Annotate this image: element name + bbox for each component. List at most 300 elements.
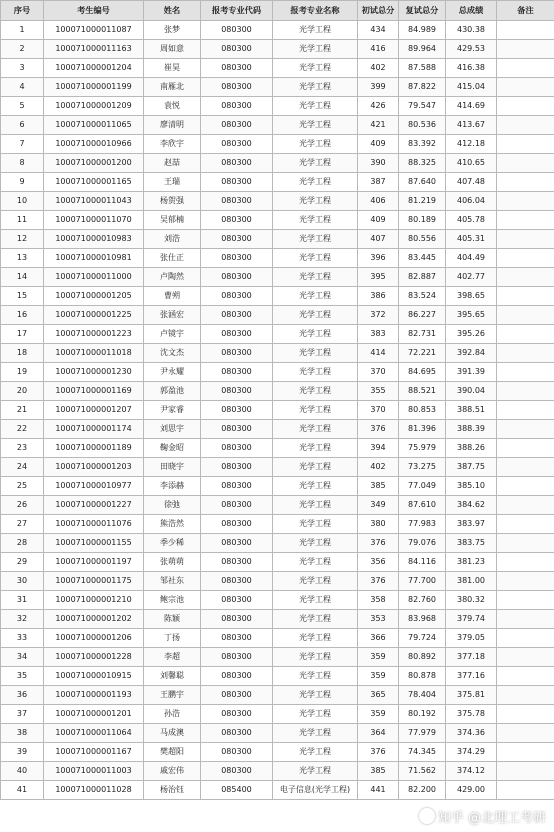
cell-index: 25 [1,477,44,496]
cell-remarks [497,420,554,439]
cell-remarks [497,325,554,344]
cell-index: 41 [1,781,44,800]
header-major-code: 报考专业代码 [201,1,273,21]
cell-initial-score: 402 [358,59,399,78]
cell-major-name: 光学工程 [273,591,358,610]
cell-remarks [497,78,554,97]
cell-index: 10 [1,192,44,211]
cell-major-code: 080300 [201,667,273,686]
cell-major-code: 080300 [201,496,273,515]
cell-index: 21 [1,401,44,420]
table-row [1,401,554,420]
cell-name: 王鹏宇 [144,686,201,705]
table-row [1,667,554,686]
table-row [1,268,554,287]
cell-candidate-id: 100071000011028 [44,781,144,800]
cell-initial-score: 409 [358,135,399,154]
cell-candidate-id: 100071000011003 [44,762,144,781]
cell-major-code: 080300 [201,325,273,344]
cell-index: 37 [1,705,44,724]
cell-major-name: 光学工程 [273,78,358,97]
cell-candidate-id: 100071000001169 [44,382,144,401]
table-row [1,249,554,268]
cell-initial-score: 383 [358,325,399,344]
cell-retest-score: 84.116 [399,553,446,572]
cell-retest-score: 72.221 [399,344,446,363]
cell-remarks [497,553,554,572]
cell-initial-score: 376 [358,743,399,762]
table-row [1,97,554,116]
cell-major-name: 光学工程 [273,496,358,515]
cell-initial-score: 380 [358,515,399,534]
cell-major-code: 080300 [201,629,273,648]
cell-remarks [497,591,554,610]
cell-remarks [497,515,554,534]
cell-candidate-id: 100071000011018 [44,344,144,363]
cell-major-code: 080300 [201,477,273,496]
cell-major-name: 光学工程 [273,686,358,705]
cell-total-score: 383.75 [446,534,497,553]
watermark [419,807,546,826]
cell-index: 15 [1,287,44,306]
cell-index: 39 [1,743,44,762]
cell-remarks [497,97,554,116]
cell-initial-score: 372 [358,306,399,325]
table-row [1,553,554,572]
cell-index: 34 [1,648,44,667]
cell-retest-score: 88.521 [399,382,446,401]
cell-initial-score: 426 [358,97,399,116]
table-row [1,154,554,173]
header-total-score: 总成绩 [446,1,497,21]
cell-name: 陈颖 [144,610,201,629]
cell-initial-score: 402 [358,458,399,477]
cell-total-score: 374.29 [446,743,497,762]
cell-remarks [497,382,554,401]
cell-major-name: 光学工程 [273,249,358,268]
table-row [1,287,554,306]
cell-initial-score: 407 [358,230,399,249]
cell-major-code: 080300 [201,78,273,97]
cell-index: 2 [1,40,44,59]
cell-candidate-id: 100071000011000 [44,268,144,287]
cell-initial-score: 359 [358,648,399,667]
cell-candidate-id: 100071000001225 [44,306,144,325]
cell-retest-score: 83.445 [399,249,446,268]
table-row [1,420,554,439]
cell-index: 35 [1,667,44,686]
cell-major-name: 光学工程 [273,344,358,363]
cell-retest-score: 77.983 [399,515,446,534]
cell-total-score: 379.74 [446,610,497,629]
cell-retest-score: 80.878 [399,667,446,686]
cell-major-name: 光学工程 [273,439,358,458]
cell-index: 22 [1,420,44,439]
cell-remarks [497,648,554,667]
cell-major-code: 080300 [201,762,273,781]
cell-remarks [497,230,554,249]
cell-candidate-id: 100071000011163 [44,40,144,59]
cell-total-score: 390.04 [446,382,497,401]
table-row [1,382,554,401]
cell-retest-score: 83.392 [399,135,446,154]
cell-index: 12 [1,230,44,249]
cell-total-score: 377.18 [446,648,497,667]
cell-initial-score: 385 [358,477,399,496]
cell-major-name: 光学工程 [273,629,358,648]
cell-name: 张涵宏 [144,306,201,325]
cell-name: 曹朔 [144,287,201,306]
cell-index: 30 [1,572,44,591]
cell-initial-score: 370 [358,363,399,382]
cell-remarks [497,135,554,154]
cell-name: 季少稀 [144,534,201,553]
cell-candidate-id: 100071000010977 [44,477,144,496]
cell-retest-score: 79.547 [399,97,446,116]
cell-major-code: 080300 [201,534,273,553]
cell-index: 8 [1,154,44,173]
cell-name: 李欣宇 [144,135,201,154]
cell-retest-score: 77.049 [399,477,446,496]
cell-initial-score: 376 [358,572,399,591]
cell-name: 张萌萌 [144,553,201,572]
cell-total-score: 381.23 [446,553,497,572]
cell-remarks [497,287,554,306]
cell-name: 郭盈池 [144,382,201,401]
table-row [1,363,554,382]
cell-candidate-id: 100071000001206 [44,629,144,648]
cell-major-code: 080300 [201,40,273,59]
cell-initial-score: 394 [358,439,399,458]
cell-candidate-id: 100071000011043 [44,192,144,211]
cell-total-score: 402.77 [446,268,497,287]
cell-index: 17 [1,325,44,344]
cell-retest-score: 78.404 [399,686,446,705]
table-row [1,306,554,325]
cell-major-code: 080300 [201,363,273,382]
cell-retest-score: 81.219 [399,192,446,211]
cell-initial-score: 396 [358,249,399,268]
table-row [1,743,554,762]
cell-major-code: 080300 [201,743,273,762]
cell-major-code: 080300 [201,59,273,78]
cell-name: 杨治钰 [144,781,201,800]
cell-name: 沈文杰 [144,344,201,363]
cell-retest-score: 88.325 [399,154,446,173]
cell-major-name: 光学工程 [273,230,358,249]
table-row [1,591,554,610]
cell-name: 吴郁楠 [144,211,201,230]
table-row [1,135,554,154]
cell-total-score: 388.39 [446,420,497,439]
table-row [1,211,554,230]
cell-name: 南雁北 [144,78,201,97]
cell-name: 李超 [144,648,201,667]
cell-remarks [497,173,554,192]
cell-name: 丁扬 [144,629,201,648]
cell-major-code: 080300 [201,572,273,591]
cell-major-name: 光学工程 [273,705,358,724]
cell-initial-score: 414 [358,344,399,363]
cell-major-code: 080300 [201,724,273,743]
cell-remarks [497,401,554,420]
cell-initial-score: 364 [358,724,399,743]
cell-major-name: 光学工程 [273,59,358,78]
cell-major-code: 080300 [201,173,273,192]
cell-major-name: 光学工程 [273,610,358,629]
cell-major-name: 光学工程 [273,325,358,344]
table-row [1,515,554,534]
cell-index: 11 [1,211,44,230]
cell-remarks [497,534,554,553]
cell-major-name: 光学工程 [273,192,358,211]
cell-name: 徐弛 [144,496,201,515]
cell-candidate-id: 100071000001205 [44,287,144,306]
cell-initial-score: 385 [358,762,399,781]
cell-remarks [497,154,554,173]
cell-candidate-id: 100071000001174 [44,420,144,439]
cell-major-code: 085400 [201,781,273,800]
cell-retest-score: 82.887 [399,268,446,287]
cell-major-code: 080300 [201,401,273,420]
cell-total-score: 392.84 [446,344,497,363]
cell-retest-score: 82.760 [399,591,446,610]
cell-major-code: 080300 [201,591,273,610]
cell-initial-score: 421 [358,116,399,135]
cell-remarks [497,306,554,325]
cell-total-score: 405.78 [446,211,497,230]
cell-candidate-id: 100071000001189 [44,439,144,458]
cell-major-name: 光学工程 [273,135,358,154]
cell-index: 20 [1,382,44,401]
cell-candidate-id: 100071000001228 [44,648,144,667]
cell-index: 5 [1,97,44,116]
cell-retest-score: 71.562 [399,762,446,781]
cell-retest-score: 87.640 [399,173,446,192]
cell-candidate-id: 100071000011064 [44,724,144,743]
cell-major-code: 080300 [201,515,273,534]
cell-name: 廖清明 [144,116,201,135]
cell-total-score: 380.32 [446,591,497,610]
cell-major-name: 光学工程 [273,515,358,534]
table-row [1,648,554,667]
cell-index: 3 [1,59,44,78]
cell-index: 31 [1,591,44,610]
cell-initial-score: 356 [358,553,399,572]
cell-major-name: 光学工程 [273,268,358,287]
table-row [1,705,554,724]
cell-major-name: 光学工程 [273,762,358,781]
header-candidate-id: 考生编号 [44,1,144,21]
cell-remarks [497,477,554,496]
cell-name: 刘思宇 [144,420,201,439]
cell-index: 7 [1,135,44,154]
cell-retest-score: 82.731 [399,325,446,344]
cell-remarks [497,610,554,629]
cell-retest-score: 73.275 [399,458,446,477]
cell-major-code: 080300 [201,458,273,477]
table-row [1,534,554,553]
cell-index: 13 [1,249,44,268]
cell-major-name: 光学工程 [273,21,358,40]
cell-remarks [497,572,554,591]
cell-index: 14 [1,268,44,287]
cell-total-score: 384.62 [446,496,497,515]
header-major-name: 报考专业名称 [273,1,358,21]
cell-retest-score: 80.892 [399,648,446,667]
cell-candidate-id: 100071000001175 [44,572,144,591]
cell-candidate-id: 100071000011070 [44,211,144,230]
cell-remarks [497,781,554,800]
cell-name: 尹家睿 [144,401,201,420]
cell-remarks [497,21,554,40]
cell-remarks [497,192,554,211]
cell-major-code: 080300 [201,287,273,306]
cell-major-code: 080300 [201,439,273,458]
table-header-row [1,1,554,21]
cell-total-score: 379.05 [446,629,497,648]
header-name: 姓名 [144,1,201,21]
cell-retest-score: 87.610 [399,496,446,515]
cell-major-name: 光学工程 [273,382,358,401]
cell-candidate-id: 100071000001210 [44,591,144,610]
cell-major-code: 080300 [201,705,273,724]
cell-retest-score: 89.964 [399,40,446,59]
cell-initial-score: 349 [358,496,399,515]
cell-candidate-id: 100071000011087 [44,21,144,40]
cell-name: 刘浩 [144,230,201,249]
cell-name: 袁悦 [144,97,201,116]
cell-initial-score: 406 [358,192,399,211]
cell-retest-score: 77.979 [399,724,446,743]
cell-candidate-id: 100071000011065 [44,116,144,135]
cell-total-score: 430.38 [446,21,497,40]
cell-remarks [497,363,554,382]
cell-major-name: 光学工程 [273,173,358,192]
cell-candidate-id: 100071000001207 [44,401,144,420]
cell-retest-score: 79.724 [399,629,446,648]
cell-retest-score: 80.192 [399,705,446,724]
table-row [1,116,554,135]
cell-major-name: 光学工程 [273,97,358,116]
cell-candidate-id: 100071000001201 [44,705,144,724]
cell-retest-score: 87.588 [399,59,446,78]
cell-retest-score: 87.822 [399,78,446,97]
cell-initial-score: 365 [358,686,399,705]
cell-name: 邹社东 [144,572,201,591]
cell-remarks [497,59,554,78]
cell-index: 28 [1,534,44,553]
cell-total-score: 398.65 [446,287,497,306]
table-row [1,724,554,743]
cell-total-score: 412.18 [446,135,497,154]
cell-major-name: 光学工程 [273,648,358,667]
cell-candidate-id: 100071000001155 [44,534,144,553]
cell-index: 1 [1,21,44,40]
table-row [1,572,554,591]
cell-initial-score: 399 [358,78,399,97]
cell-total-score: 383.97 [446,515,497,534]
cell-major-name: 光学工程 [273,724,358,743]
cell-major-code: 080300 [201,420,273,439]
cell-initial-score: 387 [358,173,399,192]
cell-initial-score: 359 [358,667,399,686]
cell-remarks [497,496,554,515]
cell-total-score: 391.39 [446,363,497,382]
cell-retest-score: 83.524 [399,287,446,306]
cell-initial-score: 390 [358,154,399,173]
cell-remarks [497,667,554,686]
cell-retest-score: 80.556 [399,230,446,249]
header-index: 序号 [1,1,44,21]
header-initial-score: 初试总分 [358,1,399,21]
cell-retest-score: 80.853 [399,401,446,420]
cell-major-code: 080300 [201,211,273,230]
cell-candidate-id: 100071000001203 [44,458,144,477]
table-row [1,21,554,40]
cell-remarks [497,458,554,477]
zhihu-logo-icon [419,808,435,824]
cell-index: 33 [1,629,44,648]
cell-candidate-id: 100071000001209 [44,97,144,116]
cell-total-score: 381.00 [446,572,497,591]
cell-initial-score: 434 [358,21,399,40]
cell-index: 24 [1,458,44,477]
cell-major-code: 080300 [201,686,273,705]
cell-remarks [497,629,554,648]
table-row [1,230,554,249]
cell-major-code: 080300 [201,135,273,154]
cell-candidate-id: 100071000001165 [44,173,144,192]
cell-total-score: 404.49 [446,249,497,268]
cell-total-score: 375.78 [446,705,497,724]
cell-index: 32 [1,610,44,629]
cell-retest-score: 79.076 [399,534,446,553]
cell-remarks [497,724,554,743]
cell-initial-score: 370 [358,401,399,420]
cell-remarks [497,40,554,59]
cell-total-score: 374.12 [446,762,497,781]
cell-initial-score: 366 [358,629,399,648]
cell-initial-score: 358 [358,591,399,610]
cell-major-name: 光学工程 [273,154,358,173]
table-row [1,40,554,59]
cell-name: 熊浩然 [144,515,201,534]
cell-retest-score: 75.979 [399,439,446,458]
cell-remarks [497,705,554,724]
cell-candidate-id: 100071000001230 [44,363,144,382]
cell-total-score: 385.10 [446,477,497,496]
cell-name: 马成澳 [144,724,201,743]
cell-initial-score: 355 [358,382,399,401]
cell-retest-score: 84.989 [399,21,446,40]
cell-remarks [497,686,554,705]
cell-total-score: 416.38 [446,59,497,78]
cell-name: 田晓宇 [144,458,201,477]
cell-index: 4 [1,78,44,97]
cell-candidate-id: 100071000010983 [44,230,144,249]
cell-candidate-id: 100071000001193 [44,686,144,705]
cell-index: 29 [1,553,44,572]
cell-major-name: 电子信息(光学工程) [273,781,358,800]
cell-name: 李添赫 [144,477,201,496]
cell-total-score: 387.75 [446,458,497,477]
cell-candidate-id: 100071000001202 [44,610,144,629]
cell-candidate-id: 100071000001200 [44,154,144,173]
cell-remarks [497,439,554,458]
cell-major-name: 光学工程 [273,211,358,230]
cell-index: 27 [1,515,44,534]
